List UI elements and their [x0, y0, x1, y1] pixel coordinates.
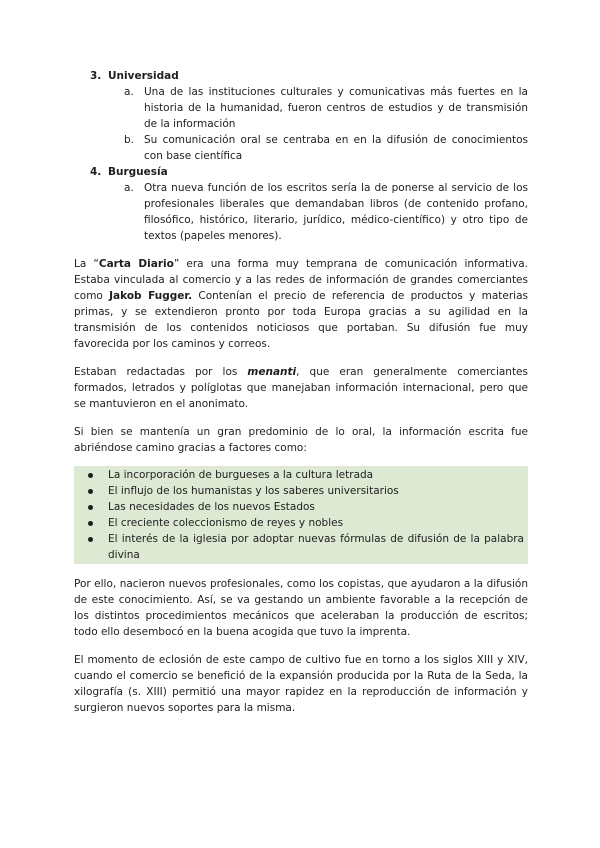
para1-after: Contenían el precio de referencia de productos y materias primas, y se extendieron pronto por toda Europa gracias a su agilidad en la transmisión de los contenidos noticiosos que portaban. Su difusión fue muy favorecida por los caminos y correos.: [74, 290, 529, 350]
term-carta-diario: Carta Diario: [98, 258, 174, 270]
factors-list: [74, 467, 528, 563]
factor-item: [74, 515, 528, 531]
paragraph-copistas: Por ello, nacieron nuevos profesionales, como los copistas, que ayudaron a la difusión de este conocimiento. Así, se va gestando un ambiente favorable a la recepción de los distintos procedimientos mecánicos que aceleraban la producción de escritos; todo ello desembocó en la buena acogida que tuvo la imprenta.: [74, 578, 528, 638]
factor-item: [74, 499, 528, 515]
sub-list: [108, 84, 528, 164]
factor-text: El influjo de los humanistas y los saberes universitarios: [108, 485, 399, 497]
sub-list: [108, 180, 528, 244]
factor-item: [74, 483, 528, 499]
bullet-icon: [88, 505, 93, 510]
para1-before: La “: [74, 258, 99, 270]
para1-middle: ” era una forma muy temprana de comunicación informativa. Estaba vinculada al comercio y a las redes de información de grandes comerciantes como: [74, 258, 528, 302]
factor-text: El interés de la iglesia por adoptar nuevas fórmulas de difusión de la palabra divina: [108, 533, 524, 561]
sub-item-text: Su comunicación oral se centraba en en la difusión de conocimientos con base científica: [144, 134, 528, 162]
section-universidad: [74, 68, 528, 164]
para2-before: Estaban redactadas por los: [74, 366, 248, 378]
bullet-icon: [88, 537, 93, 542]
term-menanti: menanti: [247, 366, 297, 378]
section-title: Burguesía: [108, 166, 168, 178]
para2-after: , que eran generalmente comerciantes formados, letrados y políglotas que manejaban información internacional, pero que se mantuvieron en el anonimato.: [74, 366, 528, 410]
factor-text: El creciente coleccionismo de reyes y nobles: [108, 517, 344, 529]
paragraph-factores-intro: Si bien se mantenía un gran predominio de lo oral, la información escrita fue abriéndose camino gracias a factores como:: [74, 426, 528, 454]
sub-item-letter: a.: [124, 182, 134, 194]
section-number: 3.: [90, 70, 102, 82]
section-number: 4.: [90, 166, 102, 178]
sub-item: [108, 84, 528, 132]
sub-item-letter: b.: [124, 134, 135, 146]
factor-item: [74, 531, 528, 563]
paragraph-eclosion: El momento de eclosión de este campo de cultivo fue en torno a los siglos XIII y XIV, cuando el comercio se benefició de la expansión producida por la Ruta de la Seda, la xilografía (s. XIII) permitió una mayor rapidez en la reproducción de información y surgieron nuevos soportes para la misma.: [74, 654, 528, 714]
bullet-icon: [88, 473, 93, 478]
factors-highlight-box: [74, 466, 528, 564]
numbered-list: [74, 68, 528, 244]
sub-item: [108, 180, 528, 244]
section-burguesia: [74, 164, 528, 244]
sub-item: [108, 132, 528, 164]
name-jakob-fugger: Jakob Fugger.: [109, 290, 193, 302]
bullet-icon: [88, 521, 93, 526]
factor-text: La incorporación de burgueses a la cultura letrada: [108, 469, 374, 481]
paragraph-menanti: [74, 364, 528, 412]
factor-text: Las necesidades de los nuevos Estados: [108, 501, 315, 513]
section-title: Universidad: [108, 70, 179, 82]
factor-item: [74, 467, 528, 483]
paragraph-carta-diario: [74, 256, 528, 352]
bullet-icon: [88, 489, 93, 494]
page-content: [74, 68, 528, 716]
sub-item-text: Otra nueva función de los escritos sería la de ponerse al servicio de los profesionales liberales que demandaban libros (de contenido profano, filosófico, histórico, literario, jurídico, médico-científico) y otro tipo de textos (papeles menores).: [144, 182, 528, 242]
sub-item-text: Una de las instituciones culturales y comunicativas más fuertes en la historia de la humanidad, fueron centros de estudios y de transmisión de la información: [144, 86, 528, 130]
sub-item-letter: a.: [124, 86, 134, 98]
